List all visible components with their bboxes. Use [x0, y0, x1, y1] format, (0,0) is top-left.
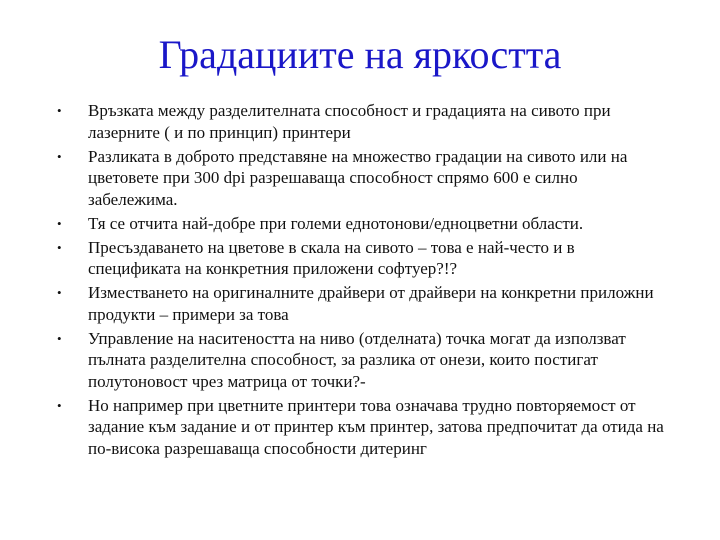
bullet-dot-icon: •	[57, 215, 62, 231]
bullet-text: Пресъздаването на цветове в скала на сивото – това е най-често и в спецификата на конкретния приложени софтуер?!?	[88, 237, 575, 278]
bullet-dot-icon: •	[57, 148, 62, 164]
bullet-dot-icon: •	[57, 103, 62, 118]
slide-title: Градациите на яркостта	[158, 32, 562, 77]
bullet-text: Управление на наситеността на ниво (отделната) точка могат да използват пълната разделителна способност, за разлика от онези, които постигат полутоновост чрез матрица от точки?-	[88, 328, 626, 391]
bullet-text: Тя се отчита най-добре при големи еднотонови/едноцветни области.	[88, 213, 584, 233]
bullet-dot-icon: •	[57, 397, 62, 413]
bullet-text: Разликата в доброто представяне на множество градации на сивото или на цветовете при 300 dpi разрешаваща способност спрямо 600 е силно забележима.	[88, 146, 628, 209]
bullet-list	[57, 100, 667, 462]
bullet-item	[57, 146, 667, 211]
bullet-dot-icon: •	[57, 330, 62, 346]
bullet-text: Връзката между разделителната способност и градацията на сивото при лазерните ( и по принцип) принтери	[88, 101, 611, 142]
bullet-dot-icon: •	[57, 285, 62, 300]
bullet-item	[57, 213, 667, 235]
bullet-item	[57, 395, 667, 460]
bullet-item	[57, 282, 667, 325]
bullet-item	[57, 328, 667, 393]
bullet-text: Но например при цветните принтери това означава трудно повторяемост от задание към задание и от принтер към принтер, затова предпочитат да отида на по-висока разрешаваща способности дитеринг	[88, 395, 664, 458]
bullet-dot-icon: •	[57, 239, 62, 255]
bullet-item	[57, 237, 667, 280]
bullet-item	[57, 100, 667, 143]
bullet-text: Изместването на оригиналните драйвери от драйвери на конкретни приложни продукти – примери за това	[88, 283, 654, 324]
